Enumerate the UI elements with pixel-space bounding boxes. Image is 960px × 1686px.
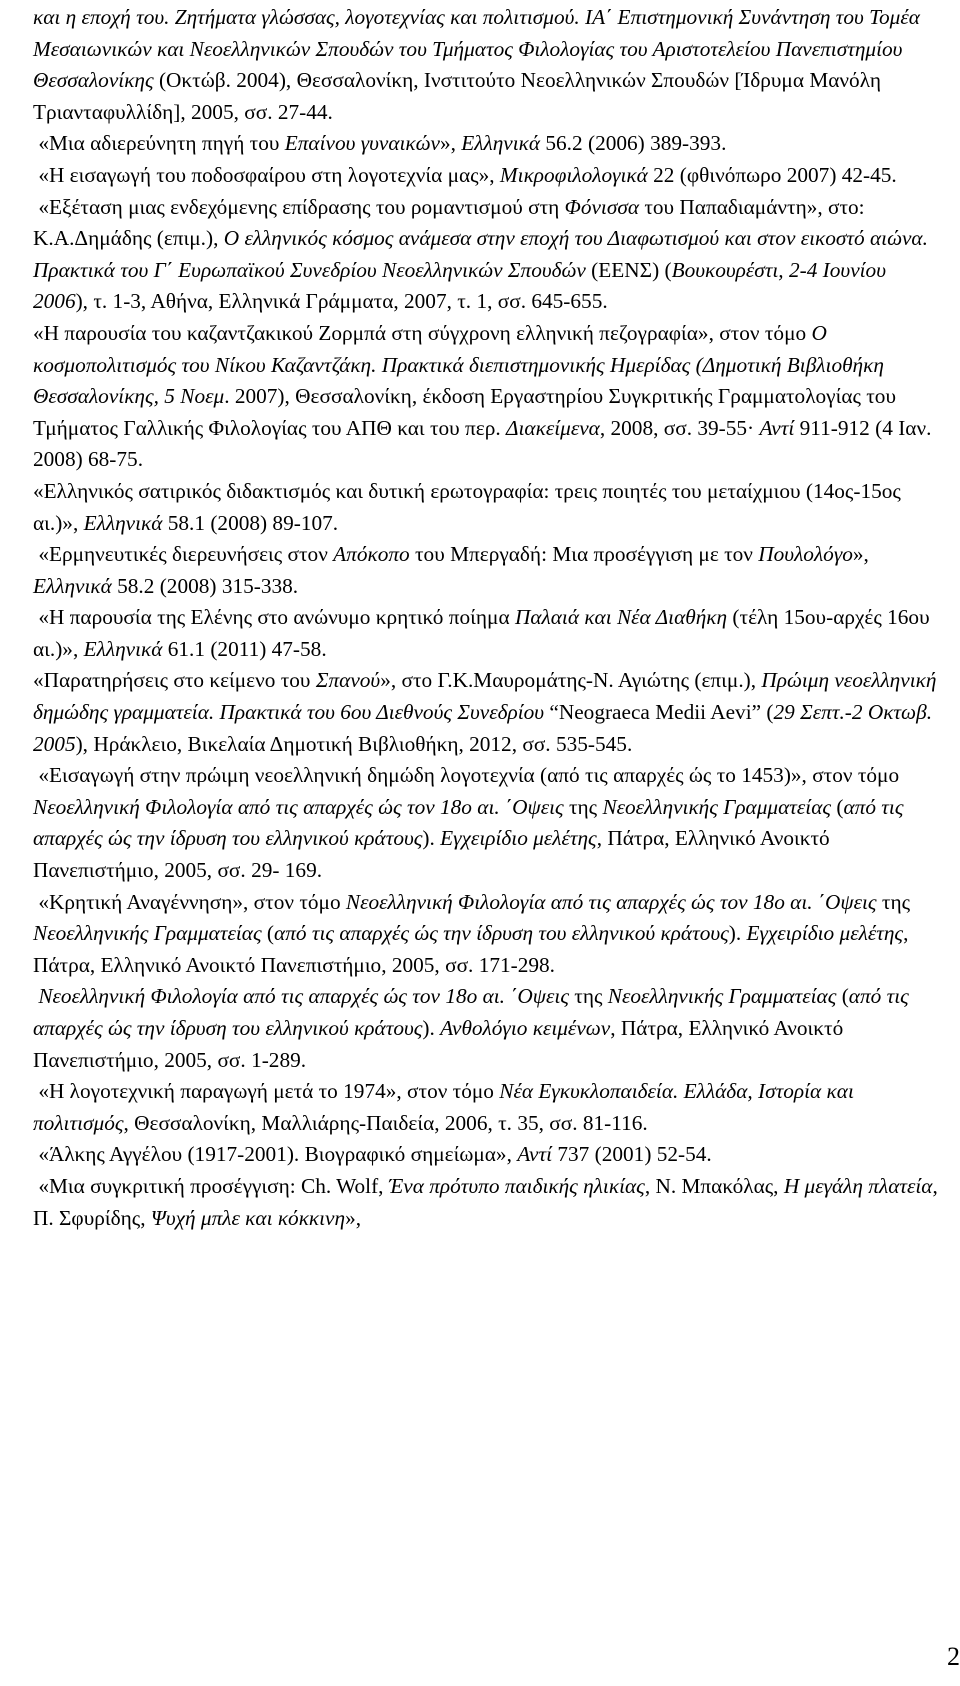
bibliography-entry — [33, 128, 941, 160]
entry-text: του Μπεργαδή: Μια προσέγγιση με τον — [409, 542, 759, 567]
entry-text: της — [563, 794, 603, 819]
entry-text: «Η εισαγωγή του ποδοσφαίρου στη λογοτεχνία μας», — [33, 162, 500, 187]
entry-italic-text: Βουκουρέστι, 2-4 Ιουνίου 2006 — [33, 257, 892, 314]
bibliography-entry — [33, 602, 941, 665]
bibliography-entry — [33, 2, 941, 128]
entry-italic-text: Επαίνου γυναικών — [284, 131, 440, 156]
bibliography-entry — [33, 1139, 941, 1171]
entry-text: της — [876, 889, 916, 914]
entry-italic-text: Νεοελληνικής Γραμματείας — [33, 921, 262, 946]
entry-italic-text: Ψυχή μπλε και κόκκινη — [150, 1205, 346, 1230]
entry-text: ( — [831, 794, 844, 819]
entry-text: “Neograeca Medii Aevi” ( — [544, 700, 774, 725]
entry-italic-text: Ελληνικά — [33, 573, 112, 598]
entry-text: , Π. Σφυρίδης, — [33, 1173, 944, 1230]
entry-text: «Η παρουσία της Ελένης στο ανώνυμο κρητικό ποίημα — [33, 605, 515, 630]
entry-text: «Άλκης Αγγέλου (1917-2001). Βιογραφικό σημείωμα», — [33, 1142, 518, 1167]
entry-text: (ΕΕΝΣ) ( — [585, 257, 672, 282]
bibliography-list — [33, 2, 944, 1234]
bibliography-entry — [33, 192, 941, 318]
entry-text: », στο Γ.Κ.Μαυρομάτης-Ν. Αγιώτης (επιμ.), — [380, 668, 762, 693]
entry-italic-text: Πρώιμη νεοελληνική δημώδης γραμματεία. Πρακτικά του 6ου Διεθνούς Συνεδρίου — [33, 668, 942, 725]
entry-text: , Πάτρα, Ελληνικό Ανοικτό Πανεπιστήμιο, 2005, σσ. 171-298. — [33, 921, 914, 977]
entry-text: «Μια αδιερεύνητη πηγή του — [33, 131, 285, 156]
entry-text: , Πάτρα, Ελληνικό Ανοικτό Πανεπιστήμιο, 2005, σσ. 29- 169. — [33, 826, 835, 883]
entry-italic-text: Ο κοσμοπολιτισμός του Νίκου Καζαντζάκη. Πρακτικά διεπιστημονικής Ημερίδας (Δημοτική Βιβλιοθήκη Θεσσαλονίκης, 5 Νοεμ — [33, 320, 890, 409]
entry-italic-text: από τις απαρχές ώς την ίδρυση του ελληνικού κράτους — [33, 984, 915, 1040]
entry-italic-text: Μικροφιλολογικά — [499, 162, 648, 187]
entry-text: ( — [261, 921, 275, 946]
entry-text: ), Ηράκλειο, Βικελαία Δημοτική Βιβλιοθήκη, 2012, σσ. 535-545. — [75, 731, 633, 756]
entry-text: 56.2 (2006) 389-393. — [540, 131, 727, 156]
bibliography-entry — [33, 476, 941, 539]
bibliography-entry — [33, 887, 941, 982]
entry-italic-text: Εγχειρίδιο μελέτης — [440, 826, 597, 851]
entry-text: ( — [836, 984, 849, 1009]
bibliography-entry — [33, 539, 941, 602]
bibliography-entry — [33, 981, 941, 1076]
entry-text: 22 (φθινόπωρο 2007) 42-45. — [647, 162, 897, 187]
entry-italic-text: Φόνισσα — [564, 194, 640, 219]
entry-italic-text: Ελληνικά — [83, 510, 163, 535]
entry-italic-text: Αντί — [759, 415, 795, 440]
entry-text: . 2007), Θεσσαλονίκη, έκδοση Εργαστηρίου Συγκριτικής Γραμματολογίας του Τμήματος Γαλλικής Φιλολογίας του ΑΠΘ και του περ. — [33, 384, 901, 440]
entry-text: της — [568, 984, 608, 1009]
entry-italic-text: Παλαιά και Νέα Διαθήκη — [514, 605, 728, 630]
entry-text: 58.2 (2008) 315-338. — [111, 573, 299, 598]
entry-italic-text: Ανθολόγιο κειμένων — [440, 1016, 611, 1040]
bibliography-page — [33, 2, 944, 1234]
entry-text: του Παπαδιαμάντη», στο: Κ.Α.Δημάδης (επιμ.), — [33, 194, 870, 251]
entry-text: », — [439, 131, 462, 156]
bibliography-entry — [33, 760, 941, 886]
entry-text: 911-912 (4 Ιαν. 2008) 68-75. — [33, 415, 937, 472]
entry-italic-text: Απόκοπο — [333, 542, 410, 567]
entry-text: ). — [422, 826, 441, 851]
entry-italic-text: από τις απαρχές ώς την ίδρυση του ελληνικού κράτους — [274, 921, 729, 946]
entry-text: ), τ. 1-3, Αθήνα, Ελληνικά Γράμματα, 2007, τ. 1, σσ. 645-655. — [75, 289, 608, 314]
entry-text: , Ν. Μπακόλας, — [644, 1173, 784, 1198]
entry-italic-text: Σπανού — [315, 668, 381, 693]
entry-italic-text: Ελληνικά — [461, 131, 541, 156]
entry-text: ). — [728, 921, 747, 946]
entry-text: (τέλη 15ου-αρχές 16ου αι.)», — [33, 605, 935, 661]
entry-text: «Ελληνικός σατιρικός διδακτισμός και δυτική ερωτογραφία: τρεις ποιητές του μεταίχμιου (14ος-15ος αι.)», — [33, 478, 907, 535]
entry-italic-text: Νεοελληνικής Γραμματείας — [602, 794, 832, 819]
entry-text: », — [852, 542, 875, 567]
bibliography-entry — [33, 665, 941, 760]
entry-text: «Παρατηρήσεις στο κείμενο του — [33, 668, 316, 693]
entry-italic-text: Ένα πρότυπο παιδικής ηλικίας — [388, 1173, 645, 1198]
entry-text: , Θεσσαλονίκη, Μαλλιάρης-Παιδεία, 2006, τ. 35, σσ. 81-116. — [123, 1110, 648, 1135]
entry-italic-text: Νεοελληνική Φιλολογία από τις απαρχές ώς τον 18ο αι. ΄Οψεις — [38, 984, 569, 1009]
entry-text: (Οκτώβ. 2004), Θεσσαλονίκη, Ινστιτούτο Νεοελληνικών Σπουδών [Ίδρυμα Μανόλη Τριανταφυλλίδη], 2005, σσ. 27-44. — [33, 68, 886, 124]
entry-italic-text: και η εποχή του. Ζητήματα γλώσσας, λογοτεχνίας και πολιτισμού. ΙΑ΄ Επιστημονική Συνάντηση του Τομέα Μεσαιωνικών και Νεοελληνικών Σπουδών του Τμήματος Φιλολογίας του Αριστοτελείου Πανεπιστημίου Θεσσαλονίκης — [33, 5, 926, 93]
entry-text: 61.1 (2011) 47-58. — [162, 636, 327, 661]
page-number: 2 — [947, 1642, 960, 1671]
entry-text: , 2008, σσ. 39-55· — [599, 415, 760, 440]
entry-italic-text: Η μεγάλη πλατεία — [783, 1173, 933, 1198]
entry-text: «Η παρουσία του καζαντζακικού Ζορμπά στη σύγχρονη ελληνική πεζογραφία», στον τόμο — [33, 320, 812, 345]
entry-text: «Εισαγωγή στην πρώιμη νεοελληνική δημώδη λογοτεχνία (από τις απαρχές ώς το 1453)», στον τόμο — [33, 763, 905, 788]
bibliography-entry — [33, 1076, 941, 1139]
entry-text: «Εξέταση μιας ενδεχόμενης επίδρασης του ρομαντισμού στη — [33, 194, 565, 219]
entry-text: 737 (2001) 52-54. — [552, 1142, 712, 1167]
entry-text: , Πάτρα, Ελληνικό Ανοικτό Πανεπιστήμιο, 2005, σσ. 1-289. — [33, 1016, 849, 1072]
entry-text: «Η λογοτεχνική παραγωγή μετά το 1974», στον τόμο — [33, 1079, 500, 1104]
entry-text: », — [345, 1205, 362, 1230]
entry-italic-text: Νεοελληνική Φιλολογία από τις απαρχές ώς τον 18ο αι. ΄Οψεις — [345, 889, 877, 914]
entry-italic-text: Πουλολόγο — [758, 542, 853, 567]
entry-italic-text: Νέα Εγκυκλοπαιδεία. Ελλάδα, Ιστορία και πολιτισμός — [33, 1079, 860, 1135]
entry-text: 58.1 (2008) 89-107. — [162, 510, 339, 535]
bibliography-entry — [33, 318, 941, 476]
entry-italic-text: 29 Σεπτ.-2 Οκτωβ. 2005 — [33, 700, 938, 756]
entry-italic-text: Ελληνικά — [83, 636, 163, 661]
entry-italic-text: Ο ελληνικός κόσμος ανάμεσα στην εποχή του Διαφωτισμού και στον εικοστό αιώνα. Πρακτικά του Γ΄ Ευρωπαϊκού Συνεδρίου Νεοελληνικών Σπουδών — [33, 226, 934, 282]
entry-italic-text: Αντί — [517, 1142, 553, 1167]
entry-text: ). — [422, 1016, 441, 1040]
entry-italic-text: Νεοελληνικής Γραμματείας — [607, 984, 837, 1009]
entry-italic-text: Νεοελληνική Φιλολογία από τις απαρχές ώς τον 18ο αι. ΄Οψεις — [33, 794, 564, 819]
bibliography-entry — [33, 1171, 944, 1234]
bibliography-entry — [33, 160, 941, 192]
entry-text: «Ερμηνευτικές διερευνήσεις στον — [33, 542, 334, 567]
entry-italic-text: Εγχειρίδιο μελέτης — [746, 921, 904, 946]
entry-italic-text: από τις απαρχές ώς την ίδρυση του ελληνικού κράτους — [33, 794, 909, 851]
entry-text: «Κρητική Αναγέννηση», στον τόμο — [33, 889, 346, 914]
entry-text: «Μια συγκριτική προσέγγιση: Ch. Wolf, — [33, 1173, 389, 1198]
entry-italic-text: Διακείμενα — [506, 415, 600, 440]
